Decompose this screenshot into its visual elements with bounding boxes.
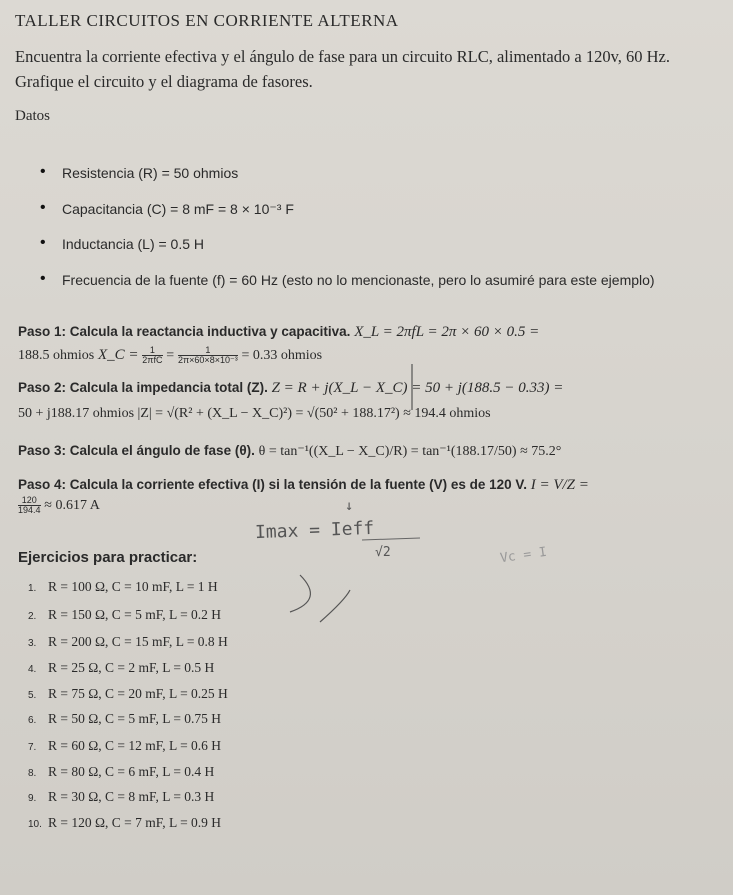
paso-4-result: ≈ 0.617 A — [44, 498, 100, 514]
handwritten-note: Imax = Ieff — [254, 517, 375, 544]
paso-2-label: Paso 2: Calcula la impedancia total (Z). — [18, 380, 268, 395]
paso-3-equation-theta: θ = tan⁻¹((X_L − X_C)/R) = tan⁻¹(188.17/50) ≈ 75.2° — [258, 444, 562, 459]
datos-item: • Resistencia (R) = 50 ohmios — [40, 165, 655, 201]
paso-1-fraction-1: $\frac{1}{\text{2πfC}}$ — [142, 345, 163, 365]
paso-4-label: Paso 4: Calcula la corriente efectiva (I) si la tensión de la fuente (V) es de 120 V. — [18, 477, 527, 492]
paso-2-equation-mod-z: 50 + j188.17 ohmios |Z| = √(R² + (X_L − X_C)²) = √(50² + 188.17²) ≈ 194.4 ohmios — [18, 406, 491, 421]
datos-item: • Inductancia (L) = 0.5 H — [40, 236, 655, 272]
handwritten-arrow-icon: ↓ — [345, 498, 354, 514]
problem-statement: Encuentra la corriente efectiva y el ángulo de fase para un circuito RLC, alimentado a 120v, 60 Hz. Grafique el circuito y el diagrama de fasores. — [15, 47, 670, 91]
paso-1-equation-xl: X_L = 2πfL = 2π × 60 × 0.5 = — [354, 324, 540, 340]
exercise-item: 3. R = 200 Ω, C = 15 mF, L = 0.8 H — [28, 634, 228, 649]
page-title: TALLER CIRCUITOS EN CORRIENTE ALTERNA — [15, 11, 399, 30]
exercise-item: 6. R = 50 Ω, C = 5 mF, L = 0.75 H — [28, 711, 222, 726]
paso-1-fraction-2: $\frac{1}{\text{2π×60×8×10⁻³}}$ — [177, 345, 238, 365]
paso-4-fraction: $\frac{120}{194.4}$ — [18, 495, 41, 515]
paso-4-equation-i: I = V/Z = — [530, 477, 589, 493]
exercise-item: 2. R = 150 Ω, C = 5 mF, L = 0.2 H — [28, 607, 222, 622]
exercise-item: 5. R = 75 Ω, C = 20 mF, L = 0.25 H — [28, 686, 228, 701]
paso-1-xl-result: 188.5 ohmios — [18, 348, 95, 364]
exercise-item: 4. R = 25 Ω, C = 2 mF, L = 0.5 H — [28, 660, 215, 675]
paso-1-xc-result: = 0.33 ohmios — [241, 348, 323, 364]
paso-1-xc-label: X_C = — [98, 347, 143, 364]
paso-1-label: Paso 1: Calcula la reactancia inductiva y capacitiva. — [18, 324, 351, 339]
ejercicios-heading: Ejercicios para practicar: — [18, 549, 198, 566]
datos-heading: Datos — [15, 108, 50, 124]
exercise-item: 7. R = 60 Ω, C = 12 mF, L = 0.6 H — [28, 738, 222, 753]
paso-3-label: Paso 3: Calcula el ángulo de fase (θ). — [18, 443, 255, 458]
datos-item: • Capacitancia (C) = 8 mF = 8 × 10⁻³ F — [40, 201, 655, 237]
handwritten-faint-note: Vc = I — [499, 544, 548, 567]
exercise-item: 1. R = 100 Ω, C = 10 mF, L = 1 H — [28, 579, 218, 594]
exercise-item: 9. R = 30 Ω, C = 8 mF, L = 0.3 H — [28, 789, 215, 804]
datos-item: • Frecuencia de la fuente (f) = 60 Hz (esto no lo mencionaste, pero lo asumiré para este ejemplo) — [40, 272, 655, 308]
handwritten-note-denominator: √2 — [375, 545, 391, 560]
exercise-item: 10. R = 120 Ω, C = 7 mF, L = 0.9 H — [28, 815, 222, 830]
exercise-item: 8. R = 80 Ω, C = 6 mF, L = 0.4 H — [28, 764, 215, 779]
paso-1-line-2: 188.5 ohmios X_C = $\frac{1}{\text{2πfC}}$ = $\frac{1}{\text{2π×60×8×10⁻³}}$ = 0.33 ohmios — [18, 345, 323, 365]
paso-2-equation-z: Z = R + j(X_L − X_C) = 50 + j(188.5 − 0.33) = — [271, 380, 564, 396]
